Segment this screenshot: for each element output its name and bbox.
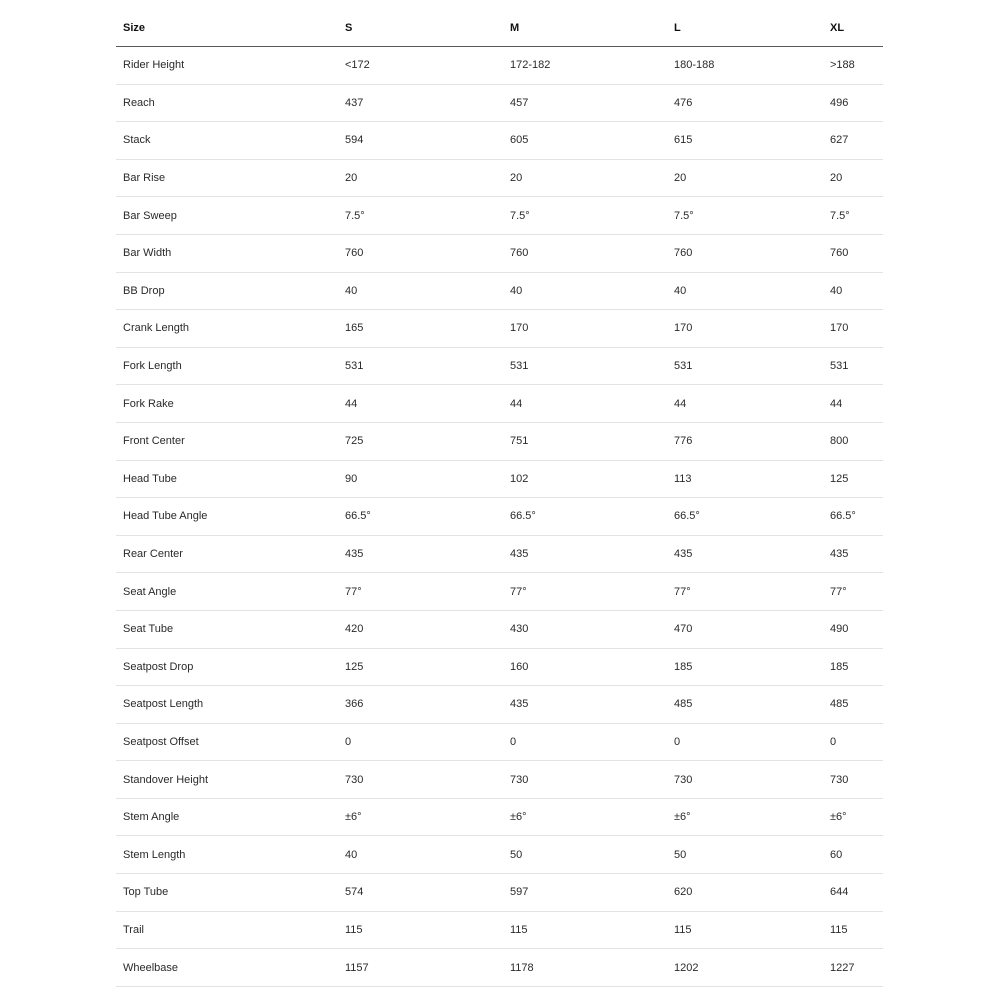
size-xl-value: 730 [830,761,883,799]
size-s-value: 40 [338,272,503,310]
table-row [116,648,883,686]
size-xl-value: 125 [830,460,883,498]
measurement-label: Trail [116,911,338,949]
size-xl-value: 77° [830,573,883,611]
size-m-value: 730 [503,761,667,799]
size-xl-value: 760 [830,234,883,272]
size-m-value: 115 [503,911,667,949]
size-s-value: 760 [338,234,503,272]
table-row [116,874,883,912]
size-m-value: 435 [503,686,667,724]
measurement-label: Fork Length [116,347,338,385]
table-row [116,272,883,310]
measurement-label: Wheelbase [116,949,338,987]
size-m-value: 1178 [503,949,667,987]
size-xl-value: 66.5° [830,498,883,536]
size-s-value: 437 [338,84,503,122]
measurement-label: Fork Rake [116,385,338,423]
size-m-value: 102 [503,460,667,498]
size-l-value: 170 [667,310,830,348]
table-row [116,911,883,949]
size-xl-value: 435 [830,535,883,573]
measurement-label: Bar Sweep [116,197,338,235]
size-m-value: 531 [503,347,667,385]
size-m-value: 457 [503,84,667,122]
size-xl-value: 60 [830,836,883,874]
size-l-value: 620 [667,874,830,912]
size-m-value: 44 [503,385,667,423]
header-xl: XL [830,9,883,47]
size-xl-value: 44 [830,385,883,423]
header-l: L [667,9,830,47]
size-xl-value: 531 [830,347,883,385]
size-xl-value: 1227 [830,949,883,987]
measurement-label: Head Tube [116,460,338,498]
measurement-label: Front Center [116,422,338,460]
size-m-value: 170 [503,310,667,348]
table-row [116,761,883,799]
size-m-value: 597 [503,874,667,912]
size-l-value: 180-188 [667,47,830,85]
measurement-label: Seatpost Offset [116,723,338,761]
table-row [116,310,883,348]
size-s-value: <172 [338,47,503,85]
size-xl-value: 485 [830,686,883,724]
table-row [116,234,883,272]
table-row [116,573,883,611]
measurement-label: Seat Angle [116,573,338,611]
size-m-value: 77° [503,573,667,611]
size-l-value: 470 [667,610,830,648]
size-l-value: 185 [667,648,830,686]
size-xl-value: ±6° [830,798,883,836]
table-row [116,798,883,836]
table-row [116,686,883,724]
table-row [116,836,883,874]
header-row [116,9,883,47]
measurement-label: Rider Height [116,47,338,85]
size-m-value: ±6° [503,798,667,836]
table-row [116,159,883,197]
measurement-label: Seatpost Drop [116,648,338,686]
size-l-value: 730 [667,761,830,799]
table-row [116,460,883,498]
size-s-value: 20 [338,159,503,197]
size-s-value: 90 [338,460,503,498]
measurement-label: Bar Width [116,234,338,272]
size-l-value: 615 [667,122,830,160]
measurement-label: Seatpost Length [116,686,338,724]
size-l-value: 40 [667,272,830,310]
measurement-label: Stem Angle [116,798,338,836]
size-l-value: 20 [667,159,830,197]
size-l-value: 44 [667,385,830,423]
table-row [116,498,883,536]
size-xl-value: 20 [830,159,883,197]
size-m-value: 7.5° [503,197,667,235]
table-row [116,347,883,385]
table-row [116,535,883,573]
size-xl-value: 170 [830,310,883,348]
table-row [116,422,883,460]
size-l-value: 50 [667,836,830,874]
size-xl-value: 0 [830,723,883,761]
table-row [116,385,883,423]
header-m: M [503,9,667,47]
size-m-value: 760 [503,234,667,272]
size-l-value: 776 [667,422,830,460]
table-row [116,47,883,85]
size-l-value: 7.5° [667,197,830,235]
measurement-label: Bar Rise [116,159,338,197]
size-s-value: 44 [338,385,503,423]
size-l-value: 435 [667,535,830,573]
size-s-value: 531 [338,347,503,385]
header-s: S [338,9,503,47]
size-xl-value: 490 [830,610,883,648]
size-m-value: 20 [503,159,667,197]
table-row [116,122,883,160]
size-s-value: ±6° [338,798,503,836]
table-row [116,723,883,761]
size-s-value: 77° [338,573,503,611]
size-l-value: ±6° [667,798,830,836]
size-s-value: 7.5° [338,197,503,235]
measurement-label: Reach [116,84,338,122]
table-row [116,197,883,235]
size-m-value: 0 [503,723,667,761]
size-m-value: 66.5° [503,498,667,536]
size-l-value: 485 [667,686,830,724]
size-s-value: 125 [338,648,503,686]
size-l-value: 476 [667,84,830,122]
table-row [116,84,883,122]
size-l-value: 66.5° [667,498,830,536]
size-s-value: 594 [338,122,503,160]
measurement-label: Stem Length [116,836,338,874]
table-header [116,9,883,47]
geometry-table [116,9,883,987]
size-xl-value: 627 [830,122,883,160]
size-l-value: 531 [667,347,830,385]
size-xl-value: 40 [830,272,883,310]
size-s-value: 1157 [338,949,503,987]
measurement-label: Stack [116,122,338,160]
size-s-value: 366 [338,686,503,724]
measurement-label: Standover Height [116,761,338,799]
size-s-value: 40 [338,836,503,874]
table-body [116,47,883,987]
measurement-label: Rear Center [116,535,338,573]
measurement-label: Top Tube [116,874,338,912]
size-xl-value: 800 [830,422,883,460]
measurement-label: Head Tube Angle [116,498,338,536]
table-row [116,949,883,987]
measurement-label: BB Drop [116,272,338,310]
size-m-value: 50 [503,836,667,874]
header-size: Size [116,9,338,47]
size-m-value: 160 [503,648,667,686]
size-xl-value: >188 [830,47,883,85]
size-l-value: 77° [667,573,830,611]
size-s-value: 115 [338,911,503,949]
size-s-value: 725 [338,422,503,460]
size-s-value: 165 [338,310,503,348]
size-s-value: 66.5° [338,498,503,536]
size-l-value: 115 [667,911,830,949]
size-l-value: 113 [667,460,830,498]
size-s-value: 574 [338,874,503,912]
size-l-value: 0 [667,723,830,761]
size-m-value: 751 [503,422,667,460]
measurement-label: Seat Tube [116,610,338,648]
size-xl-value: 644 [830,874,883,912]
size-s-value: 0 [338,723,503,761]
size-l-value: 1202 [667,949,830,987]
size-xl-value: 115 [830,911,883,949]
size-xl-value: 185 [830,648,883,686]
size-s-value: 420 [338,610,503,648]
size-m-value: 605 [503,122,667,160]
table-row [116,610,883,648]
size-s-value: 730 [338,761,503,799]
size-l-value: 760 [667,234,830,272]
size-m-value: 430 [503,610,667,648]
size-s-value: 435 [338,535,503,573]
size-m-value: 40 [503,272,667,310]
size-xl-value: 7.5° [830,197,883,235]
size-m-value: 435 [503,535,667,573]
size-xl-value: 496 [830,84,883,122]
size-m-value: 172-182 [503,47,667,85]
measurement-label: Crank Length [116,310,338,348]
